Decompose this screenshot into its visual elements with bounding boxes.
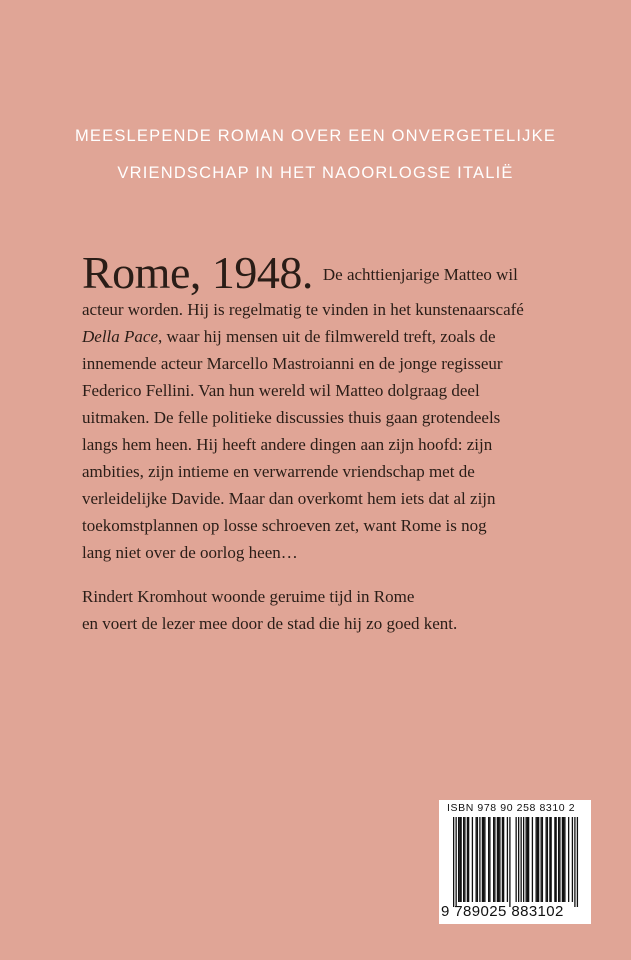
barcode-bar	[559, 817, 560, 902]
barcode-bar	[488, 817, 489, 902]
blurb-line-8: ambities, zijn intieme en verwarrende vriendschap met de	[82, 462, 475, 481]
barcode-bar	[494, 817, 495, 902]
barcode-bar	[572, 817, 573, 902]
barcode-digits: 9 789025 883102	[441, 903, 564, 920]
barcode-bar	[526, 817, 527, 902]
author-note-line-1: Rindert Kromhout woonde geruime tijd in Rome	[82, 587, 415, 606]
blurb-line-1	[82, 247, 592, 298]
isbn-barcode	[439, 800, 591, 924]
barcode-bar	[497, 817, 498, 902]
tagline-line-1: MEESLEPENDE ROMAN OVER EEN ONVERGETELIJKE	[74, 127, 557, 145]
barcode-bar	[574, 817, 575, 907]
barcode-bar	[476, 817, 477, 902]
barcode-bar	[542, 817, 543, 902]
barcode-bar	[577, 817, 578, 907]
barcode-bar	[558, 817, 559, 902]
barcode-bar	[532, 817, 533, 902]
barcode-bar	[521, 817, 522, 902]
barcode-bar	[527, 817, 528, 902]
barcode-bar	[568, 817, 569, 902]
barcode-bar	[456, 817, 457, 907]
barcode-bar	[482, 817, 483, 902]
blurb-line-5: Federico Fellini. Van hun wereld wil Matteo dolgraag deel	[82, 381, 480, 400]
barcode-bar	[483, 817, 484, 902]
barcode-bar	[562, 817, 563, 902]
barcode-bar	[516, 817, 517, 902]
barcode-bar	[551, 817, 552, 902]
barcode-bar	[528, 817, 529, 902]
blurb-line-6: uitmaken. De felle politieke discussies thuis gaan grotendeels	[82, 408, 501, 427]
tagline	[0, 118, 631, 192]
blurb-line-4: innemende acteur Marcello Mastroianni en de jonge regisseur	[82, 354, 503, 373]
blurb-line-9: verleidelijke Davide. Maar dan overkomt hem iets dat al zijn	[82, 489, 496, 508]
barcode-bar	[564, 817, 565, 902]
cafe-name: Della Pace	[82, 327, 158, 346]
barcode-bar	[458, 817, 459, 902]
blurb-line-3-rest: , waar hij mensen uit de filmwereld treft, zoals de	[158, 327, 496, 346]
barcode-bar	[468, 817, 469, 902]
barcode-bar	[467, 817, 468, 902]
barcode-bar	[484, 817, 485, 902]
barcode-bar	[477, 817, 478, 902]
author-note-line-2: en voert de lezer mee door de stad die hij zo goed kent.	[82, 614, 458, 633]
barcode-bar	[502, 817, 503, 902]
barcode-bar	[518, 817, 519, 902]
blurb-line-2: acteur worden. Hij is regelmatig te vinden in het kunstenaarscafé	[82, 300, 524, 319]
blurb-line-3	[82, 323, 592, 350]
barcode-bar	[554, 817, 555, 902]
blurb-line-10: toekomstplannen op losse schroeven zet, want Rome is nog	[82, 516, 487, 535]
barcode-bar	[541, 817, 542, 902]
barcode-bar	[509, 817, 510, 907]
blurb-line-1-rest: De achttienjarige Matteo wil	[322, 265, 518, 284]
author-note	[82, 583, 592, 637]
barcode-bar	[556, 817, 557, 902]
barcode-bar	[536, 817, 537, 902]
blurb-lead: Rome, 1948.	[82, 247, 313, 298]
barcode-bar	[563, 817, 564, 902]
barcode-bar	[498, 817, 499, 902]
barcode-bar	[546, 817, 547, 902]
barcode-bar	[503, 817, 504, 902]
barcode-bar	[479, 817, 480, 902]
barcode-bar	[461, 817, 462, 902]
barcode-bar	[547, 817, 548, 902]
barcode-bar	[463, 817, 464, 902]
barcode-bar	[493, 817, 494, 902]
barcode-bar	[523, 817, 524, 902]
barcode-bar	[464, 817, 465, 902]
barcode-bar	[499, 817, 500, 902]
barcode-bar	[459, 817, 460, 902]
barcode-bar	[537, 817, 538, 902]
barcode-bar	[538, 817, 539, 902]
blurb-line-7: langs hem heen. Hij heeft andere dingen aan zijn hoofd: zijn	[82, 435, 493, 454]
barcode-bar	[453, 817, 454, 907]
barcode-bar	[489, 817, 490, 902]
barcode-bar	[549, 817, 550, 902]
barcode-bar	[472, 817, 473, 902]
barcode-bar	[507, 817, 508, 902]
blurb-line-11: lang niet over de oorlog heen…	[82, 543, 298, 562]
blurb	[82, 247, 592, 637]
isbn-label: ISBN 978 90 258 8310 2	[447, 802, 576, 814]
tagline-line-2: VRIENDSCHAP IN HET NAOORLOGSE ITALIË	[117, 164, 514, 182]
